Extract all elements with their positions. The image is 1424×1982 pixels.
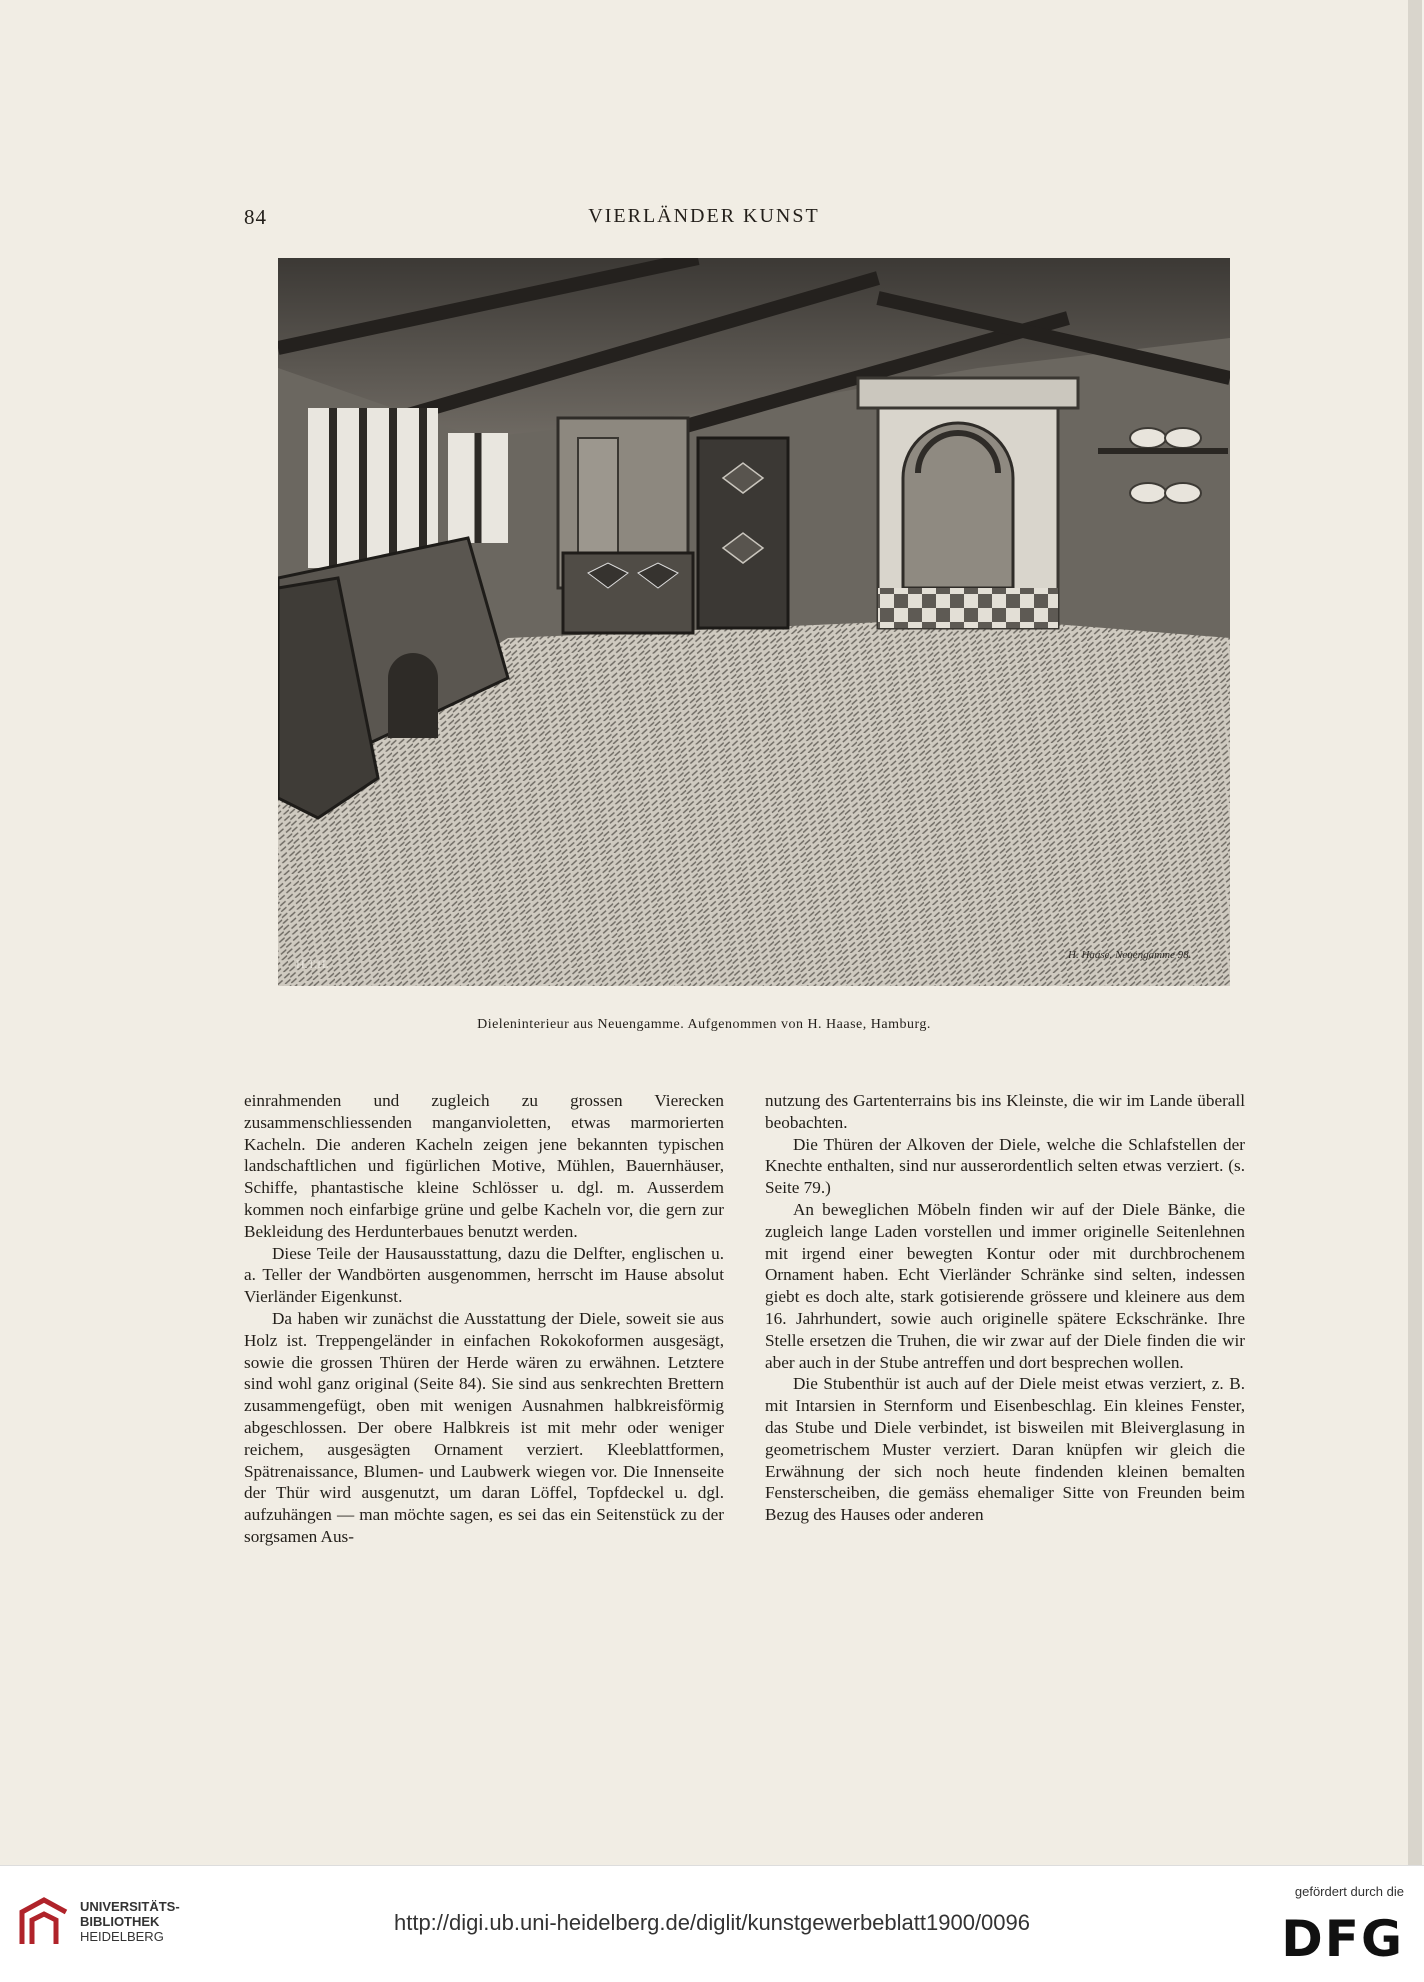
paragraph: nutzung des Gartenterrains bis ins Kleinste, die wir im Lande überall beobachten.	[765, 1091, 1245, 1132]
paragraph: Die Thüren der Alkoven der Diele, welche die Schlafstellen der Knechte enthalten, sind nur ausserordentlich selten etwas verziert. (s. Seite 79.)	[765, 1134, 1245, 1198]
illustration-drawing	[278, 258, 1230, 986]
figure-caption: Dieleninterieur aus Neuengamme. Aufgenommen von H. Haase, Hamburg.	[477, 1017, 931, 1032]
signature-right: H. Haase. Neuengamme 98.	[1068, 949, 1192, 961]
library-line: UNIVERSITÄTS-	[80, 1899, 180, 1914]
signature-left: H.T.H.	[296, 957, 329, 971]
dfg-logo[interactable]: DFG	[1281, 1910, 1404, 1968]
running-head: VIERLÄNDER KUNST	[588, 205, 820, 227]
library-line: HEIDELBERG	[80, 1929, 164, 1944]
funded-by-label: gefördert durch die	[1294, 1884, 1404, 1899]
library-line: BIBLIOTHEK	[80, 1914, 160, 1929]
permalink-url[interactable]: http://digi.ub.uni-heidelberg.de/diglit/kunstgewerbeblatt1900/0096	[393, 1910, 1030, 1935]
right-column	[765, 1090, 1245, 1526]
paragraph: einrahmenden und zugleich zu grossen Vierecken zusammenschliessenden manganvioletten, etwas marmorierten Kacheln. Die anderen Kacheln zeigen jene bekannten typischen landschaftlichen und figürlichen Motive, Mühlen, Bauernhäuser, Schiffe, phantastische kleine Schlösser u. dgl. m. Ausserdem kommen noch einfarbige grüne und gelbe Kacheln vor, die gern zur Bekleidung des Herdunterbaues benutzt werden.	[244, 1091, 724, 1241]
left-column	[244, 1090, 724, 1548]
paragraph: An beweglichen Möbeln finden wir auf der Diele Bänke, die zugleich lange Laden vorstellen und immer originelle Seitenlehnen mit irgend einer bewegten Kontur oder mit durchbrochenem Ornament haben. Echt Vierländer Schränke sind selten, indessen giebt es doch alte, stark gotisierende grössere und kleinere aus dem 16. Jahrhundert, sowie auch originelle spätere Eckschränke. Ihre Stelle ersetzen die Truhen, die wir zwar auf der Diele finden die wir aber auch in der Stube antreffen und dort besprechen wollen.	[765, 1199, 1245, 1372]
page-number: 84	[244, 205, 267, 229]
paragraph: Da haben wir zunächst die Ausstattung der Diele, soweit sie aus Holz ist. Treppengeländer in einfachen Rokokoformen ausgesägt, sowie die grossen Thüren der Herde wären zu erwähnen. Letztere sind wohl ganz original (Seite 84). Sie sind aus senkrechten Brettern zusammengefügt, oben mit wenigen Ausnahmen halbkreisförmig abgeschlossen. Der obere Halbkreis ist mit mehr oder weniger reichem, ausgesägten Ornament verziert. Kleeblattformen, Spätrenaissance, Blumen- und Laubwerk wiegen vor. Die Innenseite der Thür wird ausgenutzt, um daran Löffel, Topfdeckel u. dgl. aufzuhängen — man möchte sagen, es sei das ein Seitenstück zu der sorgsamen Aus-	[244, 1308, 724, 1546]
paragraph: Diese Teile der Hausausstattung, dazu die Delfter, englischen u. a. Teller der Wandbörten ausgenommen, herrscht im Hause absolut Vierländer Eigenkunst.	[244, 1243, 724, 1307]
interior-illustration	[278, 258, 1230, 986]
paragraph: Die Stubenthür ist auch auf der Diele meist etwas verziert, z. B. mit Intarsien in Sternform und Eisenbeschlag. Ein kleines Fenster, das Stube und Diele verbindet, ist bisweilen mit Bleiverglasung in geometrischem Muster verziert. Daran knüpfen wir gleich die Erwähnung der sich noch heute findenden kleinen bemalten Fensterscheiben, die gemäss ehemaliger Sitte von Freunden beim Bezug des Hauses oder anderen	[765, 1374, 1245, 1525]
viewer-footer	[0, 1865, 1424, 1982]
